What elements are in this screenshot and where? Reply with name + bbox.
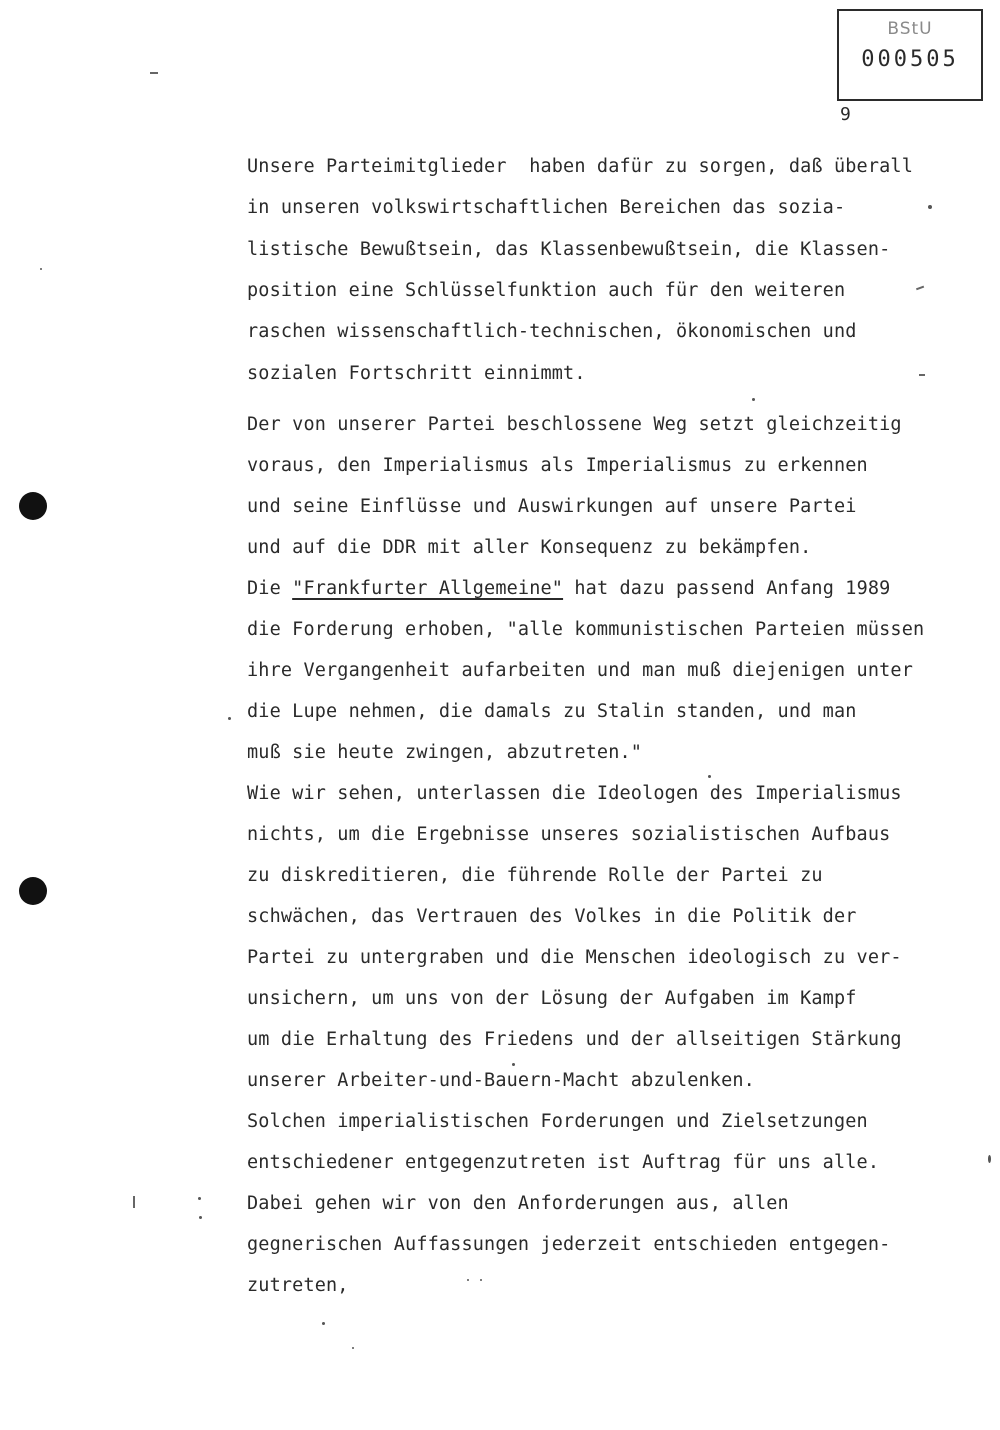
text-line: gegnerischen Auffassungen jederzeit entschieden entgegen- xyxy=(247,1234,891,1255)
text-line xyxy=(247,577,890,601)
text-line: muß sie heute zwingen, abzutreten." xyxy=(247,742,643,763)
text-line: voraus, den Imperialismus als Imperialismus zu erkennen xyxy=(247,455,868,476)
scan-speck xyxy=(919,374,925,376)
text-line: Unsere Parteimitglieder haben dafür zu sorgen, daß überall xyxy=(247,156,913,177)
scan-speck xyxy=(40,268,42,270)
scan-speck xyxy=(708,775,711,778)
line-prefix: Die xyxy=(247,578,293,599)
text-line: ihre Vergangenheit aufarbeiten und man muß diejenigen unter xyxy=(247,660,913,681)
text-line: sozialen Fortschritt einnimmt. xyxy=(247,363,586,384)
text-line: zu diskreditieren, die führende Rolle der Partei zu xyxy=(247,865,823,886)
scan-speck xyxy=(228,717,231,720)
archive-stamp xyxy=(837,9,983,101)
text-line: um die Erhaltung des Friedens und der allseitigen Stärkung xyxy=(247,1029,902,1050)
text-line: unserer Arbeiter-und-Bauern-Macht abzulenken. xyxy=(247,1070,755,1091)
text-line: Dabei gehen wir von den Anforderungen aus, allen xyxy=(247,1193,789,1214)
text-line: nichts, um die Ergebnisse unseres sozialistischen Aufbaus xyxy=(247,824,891,845)
scan-speck xyxy=(467,1279,469,1281)
line-suffix: hat dazu passend Anfang 1989 xyxy=(563,578,891,599)
newspaper-title: "Frankfurter Allgemeine" xyxy=(292,578,564,599)
page-number: 9 xyxy=(840,104,851,125)
scan-speck xyxy=(480,1279,482,1281)
text-line: entschiedener entgegenzutreten ist Auftrag für uns alle. xyxy=(247,1152,880,1173)
text-line: unsichern, um uns von der Lösung der Aufgaben im Kampf xyxy=(247,988,857,1009)
punch-hole xyxy=(19,877,47,905)
scan-speck xyxy=(916,286,924,290)
text-line: und auf die DDR mit aller Konsequenz zu bekämpfen. xyxy=(247,537,812,558)
scan-speck xyxy=(352,1347,354,1349)
scan-speck xyxy=(988,1155,991,1163)
stamp-number: 000505 xyxy=(861,47,959,72)
scan-speck xyxy=(198,1197,201,1200)
text-line: Wie wir sehen, unterlassen die Ideologen des Imperialismus xyxy=(247,783,902,804)
text-line: und seine Einflüsse und Auswirkungen auf unsere Partei xyxy=(247,496,857,517)
text-line: Partei zu untergraben und die Menschen ideologisch zu ver- xyxy=(247,947,902,968)
text-line: die Lupe nehmen, die damals zu Stalin standen, und man xyxy=(247,701,857,722)
scan-speck xyxy=(150,72,158,74)
stamp-label: BStU xyxy=(887,19,933,39)
text-line: position eine Schlüsselfunktion auch für den weiteren xyxy=(247,280,846,301)
scan-speck xyxy=(752,398,755,401)
text-line: die Forderung erhoben, "alle kommunistischen Parteien müssen xyxy=(247,619,925,640)
scan-speck xyxy=(322,1322,325,1325)
text-line: schwächen, das Vertrauen des Volkes in die Politik der xyxy=(247,906,857,927)
text-line: Der von unserer Partei beschlossene Weg setzt gleichzeitig xyxy=(247,414,902,435)
scan-speck xyxy=(512,1063,515,1066)
punch-hole xyxy=(19,492,47,520)
text-line: listische Bewußtsein, das Klassenbewußtsein, die Klassen- xyxy=(247,239,891,260)
text-line: Solchen imperialistischen Forderungen und Zielsetzungen xyxy=(247,1111,868,1132)
scan-speck xyxy=(133,1196,135,1208)
scan-speck xyxy=(199,1216,202,1219)
scan-speck xyxy=(928,205,932,209)
text-line: in unseren volkswirtschaftlichen Bereichen das sozia- xyxy=(247,197,846,218)
text-line: zutreten, xyxy=(247,1275,349,1296)
text-line: raschen wissenschaftlich-technischen, ökonomischen und xyxy=(247,321,857,342)
